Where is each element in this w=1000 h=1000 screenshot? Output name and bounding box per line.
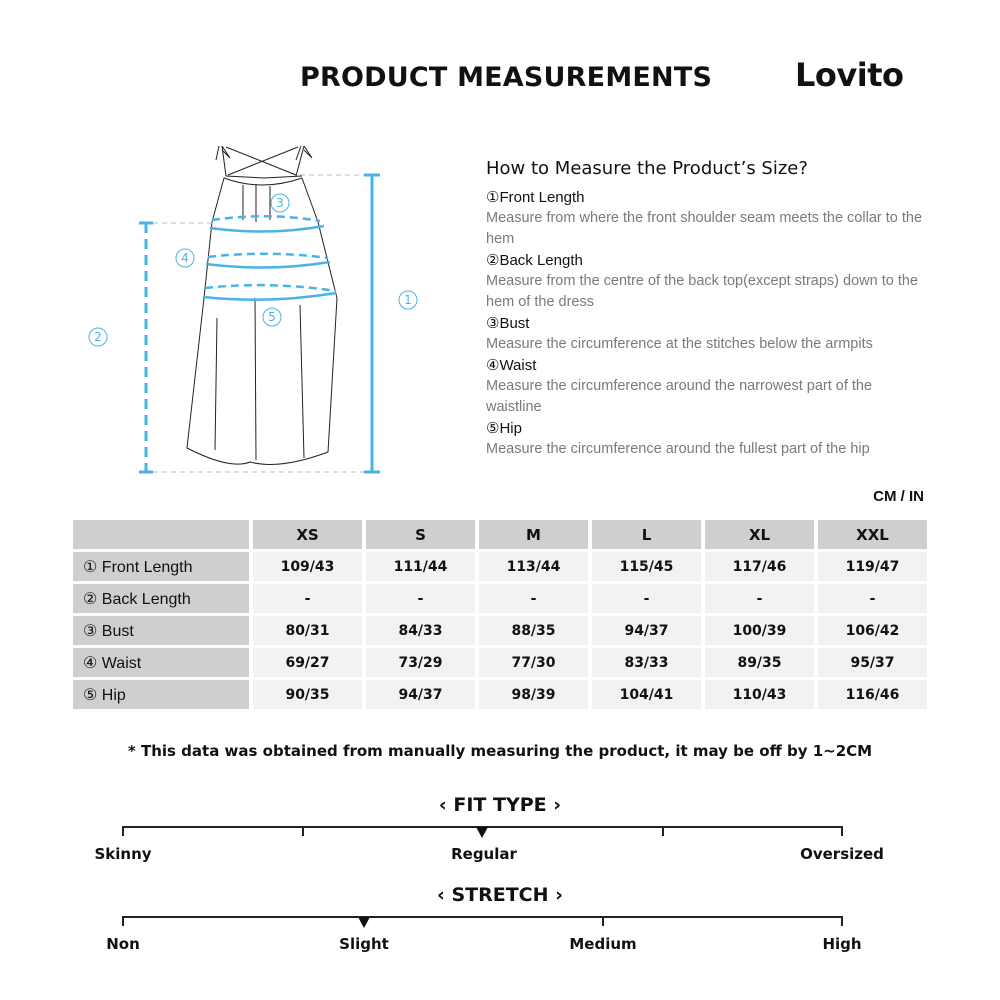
guide-item-title: ②Back Length — [486, 252, 583, 269]
row-label: ② Back Length — [73, 584, 249, 613]
stretch-tick — [841, 916, 843, 926]
table-row — [73, 648, 927, 677]
guide-item-desc: Measure the circumference around the narrowest part of the waistline — [486, 378, 873, 415]
guide-item-bust — [486, 313, 926, 355]
guide-item-desc: Measure from the centre of the back top(except straps) down to the hem of the dress — [486, 273, 918, 310]
guide-item-title: ①Front Length — [486, 189, 585, 206]
guide-item-desc: Measure the circumference at the stitches below the armpits — [486, 336, 873, 352]
table-cell: 77/30 — [479, 648, 588, 677]
guide-item-title: ③Bust — [486, 315, 530, 332]
stretch-label-non: Non — [106, 935, 140, 953]
table-cell: 94/37 — [592, 616, 701, 645]
guide-item-desc: Measure from where the front shoulder seam meets the collar to the hem — [486, 210, 923, 247]
column-header: XL — [705, 520, 814, 549]
column-header: XXL — [818, 520, 927, 549]
table-cell: 98/39 — [479, 680, 588, 709]
guide-item-desc: Measure the circumference around the fullest part of the hip — [486, 441, 870, 457]
table-cell: 89/35 — [705, 648, 814, 677]
table-row — [73, 552, 927, 581]
table-cell: 109/43 — [253, 552, 362, 581]
table-cell: 110/43 — [705, 680, 814, 709]
fit-type-tick — [841, 826, 843, 836]
guide-item-title: ④Waist — [486, 357, 537, 374]
stretch-label-medium: Medium — [569, 935, 637, 953]
table-cell: 115/45 — [592, 552, 701, 581]
measurement-note: * This data was obtained from manually measuring the product, it may be off by 1~2CM — [127, 742, 873, 760]
table-cell: 113/44 — [479, 552, 588, 581]
table-cell: 104/41 — [592, 680, 701, 709]
page-title: PRODUCT MEASUREMENTS — [300, 62, 713, 93]
unit-label: CM / IN — [873, 488, 924, 505]
column-header: M — [479, 520, 588, 549]
table-header-row — [73, 520, 927, 549]
table-cell: - — [592, 584, 701, 613]
table-cell: 95/37 — [818, 648, 927, 677]
fit-type-title: ‹ FIT TYPE › — [438, 794, 562, 816]
svg-text:5: 5 — [268, 310, 276, 324]
guide-heading: How to Measure the Product’s Size? — [486, 158, 808, 179]
fit-type-tick — [122, 826, 124, 836]
table-cell: 69/27 — [253, 648, 362, 677]
guide-item-front-length — [486, 187, 926, 250]
table-cell: 83/33 — [592, 648, 701, 677]
fit-type-label-regular: Regular — [451, 845, 517, 863]
table-row — [73, 680, 927, 709]
stretch-title: ‹ STRETCH › — [437, 884, 563, 906]
stretch-label-high: High — [822, 935, 862, 953]
table-cell: 88/35 — [479, 616, 588, 645]
measure-guide — [486, 158, 926, 460]
row-label: ① Front Length — [73, 552, 249, 581]
table-cell: 111/44 — [366, 552, 475, 581]
table-cell: 100/39 — [705, 616, 814, 645]
svg-text:2: 2 — [94, 330, 102, 344]
svg-text:3: 3 — [276, 196, 284, 210]
table-cell: - — [253, 584, 362, 613]
table-cell: 84/33 — [366, 616, 475, 645]
fit-type-label-skinny: Skinny — [94, 845, 152, 863]
guide-item-hip — [486, 418, 926, 460]
row-label: ④ Waist — [73, 648, 249, 677]
row-label: ③ Bust — [73, 616, 249, 645]
table-cell: 94/37 — [366, 680, 475, 709]
column-header: L — [592, 520, 701, 549]
guide-item-back-length — [486, 250, 926, 313]
stretch-label-slight: Slight — [339, 935, 389, 953]
table-cell: 119/47 — [818, 552, 927, 581]
fit-type-selected-marker-icon — [476, 827, 488, 838]
stretch-scale-line — [123, 916, 843, 918]
stretch-tick — [602, 916, 604, 926]
table-row — [73, 616, 927, 645]
svg-text:1: 1 — [404, 293, 412, 307]
table-cell: - — [366, 584, 475, 613]
table-cell: 73/29 — [366, 648, 475, 677]
fit-type-tick — [662, 826, 664, 836]
dress-illustration — [80, 130, 440, 490]
fit-type-tick — [302, 826, 304, 836]
stretch-selected-marker-icon — [358, 917, 370, 928]
column-header: S — [366, 520, 475, 549]
table-cell: - — [818, 584, 927, 613]
table-corner-cell — [73, 520, 249, 549]
table-cell: 106/42 — [818, 616, 927, 645]
table-row — [73, 584, 927, 613]
table-cell: 80/31 — [253, 616, 362, 645]
row-label: ⑤ Hip — [73, 680, 249, 709]
svg-text:4: 4 — [181, 251, 189, 265]
fit-type-label-oversized: Oversized — [800, 845, 884, 863]
guide-item-waist — [486, 355, 926, 418]
stretch-tick — [122, 916, 124, 926]
table-cell: 116/46 — [818, 680, 927, 709]
table-cell: - — [705, 584, 814, 613]
dress-diagram — [80, 130, 440, 490]
column-header: XS — [253, 520, 362, 549]
size-table — [69, 517, 931, 712]
table-cell: 90/35 — [253, 680, 362, 709]
brand-logo: Lovito — [795, 56, 904, 94]
table-cell: 117/46 — [705, 552, 814, 581]
guide-item-title: ⑤Hip — [486, 420, 522, 437]
table-cell: - — [479, 584, 588, 613]
